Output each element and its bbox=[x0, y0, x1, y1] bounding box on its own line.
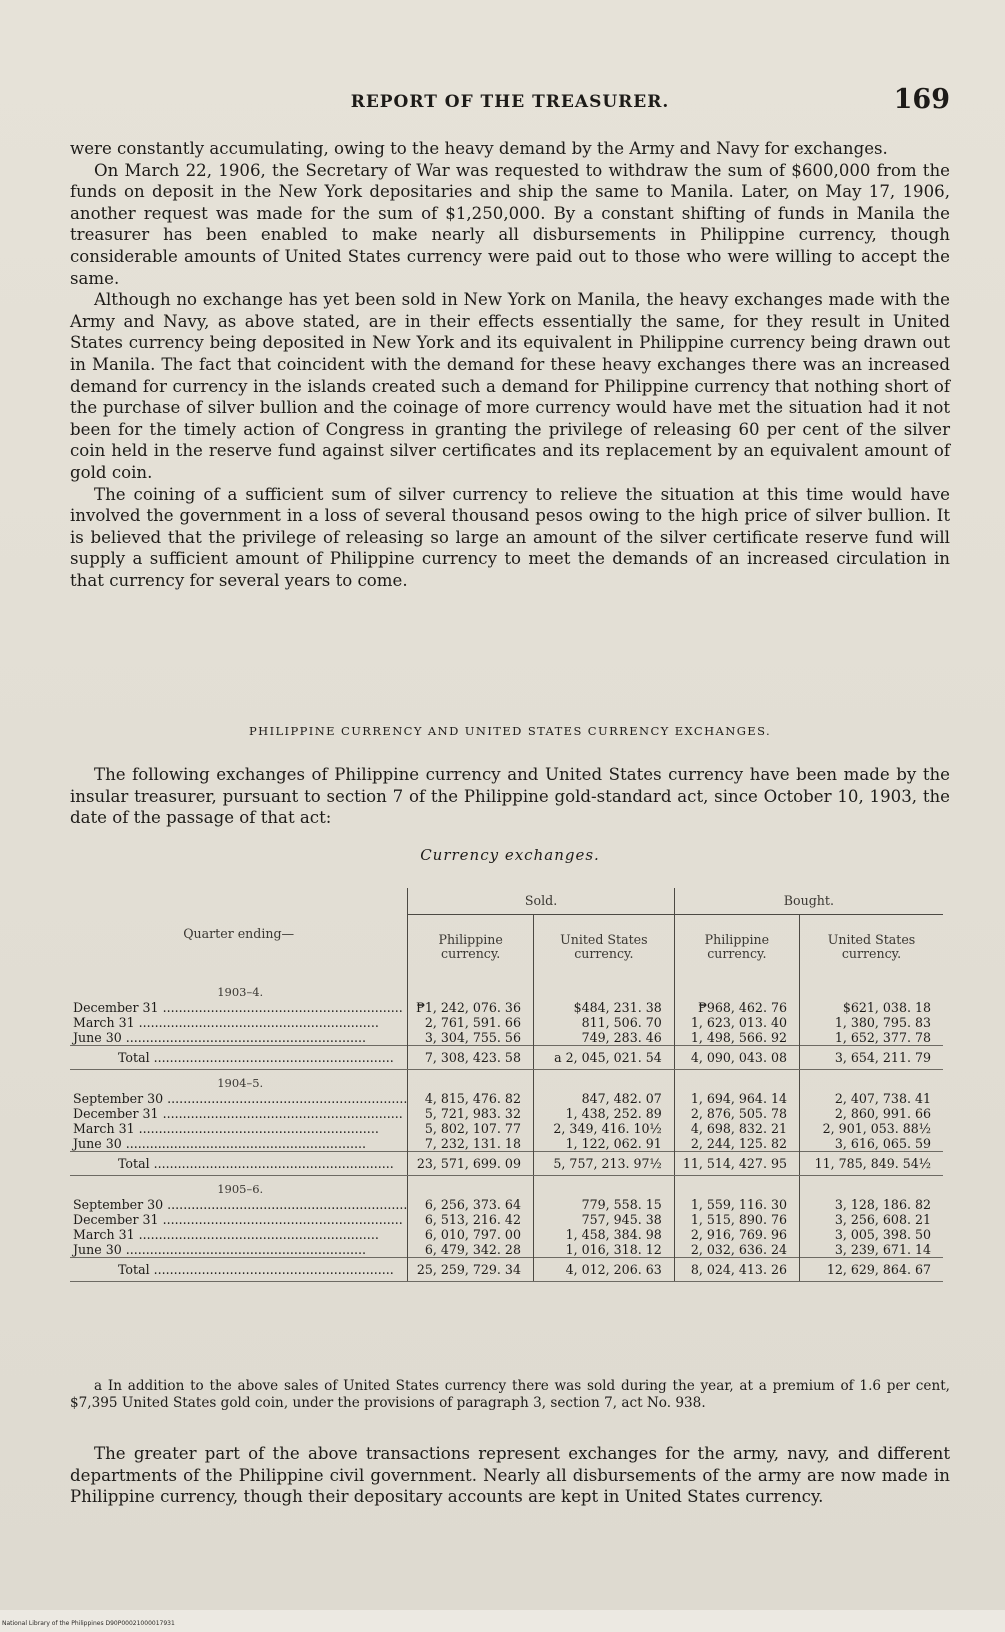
quarter-label: June 30 bbox=[73, 1242, 122, 1257]
total-value-cell: a 2, 045, 021. 54 bbox=[533, 1046, 674, 1070]
spacer-cell bbox=[408, 1176, 534, 1198]
spacer-cell bbox=[408, 1070, 534, 1092]
spacer-cell bbox=[799, 979, 943, 1000]
leader-dots: ............................................................ bbox=[134, 1121, 379, 1136]
table-row bbox=[70, 1242, 943, 1258]
spacer-cell bbox=[533, 1070, 674, 1092]
quarter-cell bbox=[70, 1197, 408, 1212]
quarter-label: June 30 bbox=[73, 1136, 122, 1151]
leader-dots: ............................................................ bbox=[158, 1000, 403, 1015]
table-row bbox=[70, 1227, 943, 1242]
value-cell: 1, 498, 566. 92 bbox=[674, 1030, 799, 1046]
quarter-cell bbox=[70, 1212, 408, 1227]
value-cell: 749, 283. 46 bbox=[533, 1030, 674, 1046]
quarter-cell bbox=[70, 1030, 408, 1046]
quarter-label: September 30 bbox=[73, 1197, 164, 1212]
value-cell: 2, 876, 505. 78 bbox=[674, 1106, 799, 1121]
spacer-cell bbox=[533, 1176, 674, 1198]
spacer-cell bbox=[674, 1070, 799, 1092]
value-cell: 6, 479, 342. 28 bbox=[408, 1242, 534, 1258]
table-row bbox=[70, 1136, 943, 1152]
value-cell: 5, 802, 107. 77 bbox=[408, 1121, 534, 1136]
value-cell: 4, 698, 832. 21 bbox=[674, 1121, 799, 1136]
section-heading: PHILIPPINE CURRENCY AND UNITED STATES CURRENCY EXCHANGES. bbox=[249, 724, 771, 738]
quarter-cell bbox=[70, 1015, 408, 1030]
value-cell: 3, 128, 186. 82 bbox=[799, 1197, 943, 1212]
value-cell: 2, 349, 416. 10½ bbox=[533, 1121, 674, 1136]
leader-dots: ............................................................ bbox=[149, 1156, 394, 1171]
body-text bbox=[70, 138, 950, 591]
value-cell: 1, 458, 384. 98 bbox=[533, 1227, 674, 1242]
total-cell bbox=[70, 1152, 408, 1176]
value-cell: 3, 304, 755. 56 bbox=[408, 1030, 534, 1046]
quarter-label: December 31 bbox=[73, 1212, 159, 1227]
total-row bbox=[70, 1046, 943, 1070]
value-cell: 3, 256, 608. 21 bbox=[799, 1212, 943, 1227]
total-value-cell: 3, 654, 211. 79 bbox=[799, 1046, 943, 1070]
total-value-cell: 11, 514, 427. 95 bbox=[674, 1152, 799, 1176]
value-cell: 1, 652, 377. 78 bbox=[799, 1030, 943, 1046]
total-value-cell: 4, 012, 206. 63 bbox=[533, 1258, 674, 1282]
leader-dots: ............................................................ bbox=[149, 1050, 394, 1065]
value-cell: 1, 380, 795. 83 bbox=[799, 1015, 943, 1030]
table-row bbox=[70, 1091, 943, 1106]
table-row bbox=[70, 1212, 943, 1227]
column-header: United States currency. bbox=[799, 915, 943, 980]
total-cell bbox=[70, 1258, 408, 1282]
stub-header: Quarter ending— bbox=[183, 925, 295, 941]
value-cell: 3, 005, 398. 50 bbox=[799, 1227, 943, 1242]
value-cell: 1, 438, 252. 89 bbox=[533, 1106, 674, 1121]
value-cell: 1, 122, 062. 91 bbox=[533, 1136, 674, 1152]
quarter-label: June 30 bbox=[73, 1030, 122, 1045]
total-value-cell: 25, 259, 729. 34 bbox=[408, 1258, 534, 1282]
total-label: Total bbox=[118, 1050, 150, 1065]
value-cell: 1, 016, 318. 12 bbox=[533, 1242, 674, 1258]
running-title: REPORT OF THE TREASURER. bbox=[350, 92, 670, 112]
quarter-cell bbox=[70, 1000, 408, 1015]
leader-dots: ............................................................ bbox=[158, 1106, 403, 1121]
table-row bbox=[70, 1197, 943, 1212]
paragraph-withdrawal: On March 22, 1906, the Secretary of War was requested to withdraw the sum of $600,000 from the funds on deposit in the New York depositaries and ship the same to Manila. Later, on May 17, 1906, another request was made for the sum of $1,250,000. By a constant shifting of funds in Manila the treasurer has been enabled to make nearly all disbursements in Philippine currency, though considerable amounts of United States currency were paid out to those who were willing to accept the same. bbox=[70, 160, 950, 288]
total-value-cell: 5, 757, 213. 97½ bbox=[533, 1152, 674, 1176]
quarter-label: March 31 bbox=[73, 1121, 135, 1136]
total-value-cell: 8, 024, 413. 26 bbox=[674, 1258, 799, 1282]
leader-dots: ............................................................ bbox=[134, 1227, 379, 1242]
quarter-label: March 31 bbox=[73, 1227, 135, 1242]
total-value-cell: 4, 090, 043. 08 bbox=[674, 1046, 799, 1070]
value-cell: 779, 558. 15 bbox=[533, 1197, 674, 1212]
value-cell: 6, 256, 373. 64 bbox=[408, 1197, 534, 1212]
leader-dots: ............................................................ bbox=[158, 1212, 403, 1227]
currency-exchanges-table bbox=[70, 888, 943, 1282]
quarter-cell bbox=[70, 1136, 408, 1152]
leader-dots: ............................................................ bbox=[149, 1262, 394, 1277]
value-cell: 2, 901, 053. 88½ bbox=[799, 1121, 943, 1136]
leader-dots: ............................................................ bbox=[163, 1197, 408, 1212]
table-row bbox=[70, 1121, 943, 1136]
value-cell: $621, 038. 18 bbox=[799, 1000, 943, 1015]
value-cell: ₱968, 462. 76 bbox=[674, 1000, 799, 1015]
spacer-cell bbox=[799, 1070, 943, 1092]
paragraph-exchange: Although no exchange has yet been sold in New York on Manila, the heavy exchanges made with the Army and Navy, as above stated, are in their effects essentially the same, for they result in United States currency being deposited in New York and its equivalent in Philippine currency being drawn out in Manila. The fact that coincident with the demand for these heavy exchanges there was an increased demand for currency in the islands created such a demand for Philippine currency that nothing short of the purchase of silver bullion and the coinage of more currency would have met the situation had it not been for the timely action of Congress in granting the privilege of releasing 60 per cent of the silver coin held in the reserve fund against silver certificates and its replacement by an equivalent amount of gold coin. bbox=[70, 290, 950, 482]
leader-dots: ............................................................ bbox=[163, 1091, 408, 1106]
leader-dots: ............................................................ bbox=[134, 1015, 379, 1030]
value-cell: ₱1, 242, 076. 36 bbox=[408, 1000, 534, 1015]
leader-dots: ............................................................ bbox=[121, 1242, 366, 1257]
value-cell: 3, 616, 065. 59 bbox=[799, 1136, 943, 1152]
table-row bbox=[70, 1015, 943, 1030]
running-head bbox=[70, 84, 950, 124]
library-imprint: National Library of the Philippines D90P00021000017931 bbox=[2, 1620, 175, 1627]
quarter-cell bbox=[70, 1091, 408, 1106]
total-row bbox=[70, 1152, 943, 1176]
value-cell: 7, 232, 131. 18 bbox=[408, 1136, 534, 1152]
value-cell: 2, 761, 591. 66 bbox=[408, 1015, 534, 1030]
total-value-cell: 12, 629, 864. 67 bbox=[799, 1258, 943, 1282]
value-cell: 2, 860, 991. 66 bbox=[799, 1106, 943, 1121]
table-intro: The following exchanges of Philippine currency and United States currency have been made by the insular treasurer, pursuant to section 7 of the Philippine gold-standard act, since October 10, 1903, the date of the passage of that act: bbox=[70, 765, 950, 828]
quarter-cell bbox=[70, 1106, 408, 1121]
table-row bbox=[70, 1106, 943, 1121]
spacer-cell bbox=[799, 1176, 943, 1198]
quarter-cell bbox=[70, 1242, 408, 1258]
value-cell: 2, 032, 636. 24 bbox=[674, 1242, 799, 1258]
quarter-label: September 30 bbox=[73, 1091, 164, 1106]
total-value-cell: 23, 571, 699. 09 bbox=[408, 1152, 534, 1176]
total-cell bbox=[70, 1046, 408, 1070]
spacer-cell bbox=[674, 979, 799, 1000]
table-caption: Currency exchanges. bbox=[420, 846, 600, 864]
group-header-sold: Sold. bbox=[408, 888, 674, 915]
value-cell: 757, 945. 38 bbox=[533, 1212, 674, 1227]
spacer-cell bbox=[408, 979, 534, 1000]
year-row bbox=[70, 1070, 943, 1092]
quarter-label: December 31 bbox=[73, 1000, 159, 1015]
value-cell: $484, 231. 38 bbox=[533, 1000, 674, 1015]
table-body bbox=[70, 979, 943, 1282]
value-cell: 6, 010, 797. 00 bbox=[408, 1227, 534, 1242]
value-cell: 1, 623, 013. 40 bbox=[674, 1015, 799, 1030]
value-cell: 1, 559, 116. 30 bbox=[674, 1197, 799, 1212]
value-cell: 1, 694, 964. 14 bbox=[674, 1091, 799, 1106]
paragraph-continued: were constantly accumulating, owing to the heavy demand by the Army and Navy for exchanges. bbox=[70, 139, 888, 158]
year-label: 1905–6. bbox=[217, 1182, 264, 1196]
year-row bbox=[70, 979, 943, 1000]
value-cell: 5, 721, 983. 32 bbox=[408, 1106, 534, 1121]
total-row bbox=[70, 1258, 943, 1282]
total-value-cell: 11, 785, 849. 54½ bbox=[799, 1152, 943, 1176]
value-cell: 847, 482. 07 bbox=[533, 1091, 674, 1106]
leader-dots: ............................................................ bbox=[121, 1030, 366, 1045]
quarter-cell bbox=[70, 1121, 408, 1136]
value-cell: 1, 515, 890. 76 bbox=[674, 1212, 799, 1227]
year-label: 1904–5. bbox=[217, 1076, 264, 1090]
column-header: Philippine currency. bbox=[674, 915, 799, 980]
value-cell: 2, 916, 769. 96 bbox=[674, 1227, 799, 1242]
column-header: United States currency. bbox=[533, 915, 674, 980]
total-value-cell: 7, 308, 423. 58 bbox=[408, 1046, 534, 1070]
group-header-bought: Bought. bbox=[674, 888, 943, 915]
value-cell: 811, 506. 70 bbox=[533, 1015, 674, 1030]
column-header: Philippine currency. bbox=[408, 915, 534, 980]
value-cell: 2, 407, 738. 41 bbox=[799, 1091, 943, 1106]
total-label: Total bbox=[118, 1262, 150, 1277]
closing-paragraph: The greater part of the above transactions represent exchanges for the army, navy, and different departments of the Philippine civil government. Nearly all disbursements of the army are now made in Philippine currency, though their depositary accounts are kept in United States currency. bbox=[70, 1444, 950, 1507]
value-cell: 2, 244, 125. 82 bbox=[674, 1136, 799, 1152]
value-cell: 3, 239, 671. 14 bbox=[799, 1242, 943, 1258]
spacer-cell bbox=[674, 1176, 799, 1198]
year-row bbox=[70, 1176, 943, 1198]
quarter-label: March 31 bbox=[73, 1015, 135, 1030]
paragraph-coining: The coining of a sufficient sum of silver currency to relieve the situation at this time would have involved the government in a loss of several thousand pesos owing to the high price of silver bullion. It is believed that the privilege of releasing so large an amount of the silver certificate reserve fund will supply a sufficient amount of Philippine currency to meet the demands of an increased circulation in that currency for several years to come. bbox=[70, 484, 950, 590]
table-row bbox=[70, 1030, 943, 1046]
leader-dots: ............................................................ bbox=[121, 1136, 366, 1151]
page-number: 169 bbox=[893, 84, 950, 115]
year-label: 1903–4. bbox=[217, 985, 264, 999]
quarter-label: December 31 bbox=[73, 1106, 159, 1121]
value-cell: 6, 513, 216. 42 bbox=[408, 1212, 534, 1227]
total-label: Total bbox=[118, 1156, 150, 1171]
value-cell: 4, 815, 476. 82 bbox=[408, 1091, 534, 1106]
quarter-cell bbox=[70, 1227, 408, 1242]
spacer-cell bbox=[533, 979, 674, 1000]
table-row bbox=[70, 1000, 943, 1015]
footnote: a In addition to the above sales of United States currency there was sold during the year, at a premium of 1.6 per cent, $7,395 United States gold coin, under the provisions of paragraph 3, section 7, act No. 938. bbox=[70, 1378, 950, 1411]
